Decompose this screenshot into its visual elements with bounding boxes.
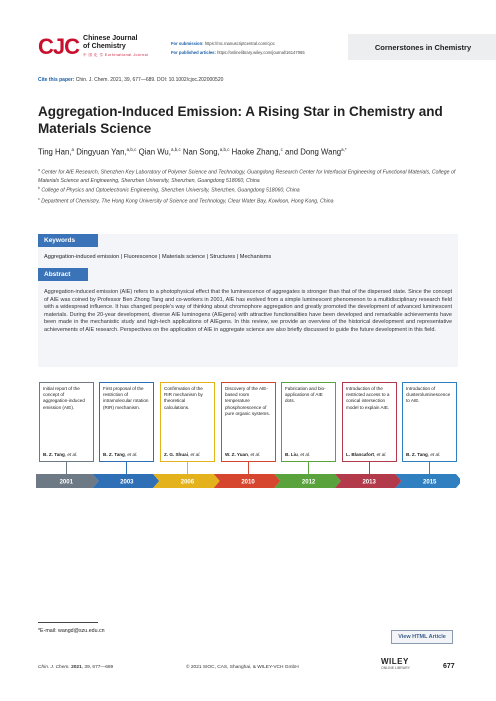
author-affiliation-mark: a,b,c [126, 147, 137, 152]
timeline-author-name: L. Blancafort [346, 452, 375, 457]
timeline-author-etal: , et al. [124, 452, 138, 457]
timeline-event-text: Fabrication and bio-applications of AIE dots. [285, 386, 326, 404]
timeline-connector [429, 462, 431, 474]
footer-copyright: © 2021 SIOC, CAS, Shanghai, & WILEY-VCH GmbH [186, 665, 299, 670]
timeline-event-author [285, 452, 310, 457]
timeline-year-label: 2001 [59, 479, 73, 486]
citation-text: Chin. J. Chem. 2021, 39, 677—689. DOI: 10.1002/cjoc.202000520 [75, 77, 224, 83]
submission-link[interactable]: https://mc.manuscriptcentral.com/cjoc [204, 41, 275, 46]
timeline-card-2010 [221, 382, 276, 462]
affiliation-item [38, 167, 458, 185]
affiliation-text: Center for AIE Research, Shenzhen Key Laboratory of Polymer Science and Technology, Guangdong Research Center for Interfacial Engineering of Functional Materials, College of Materials Science and Engineering, Shenzhen University, Shenzhen, Guangdong 518060, China [38, 169, 456, 184]
timeline-event-text: First proposal of the restriction of intramolecular rotation (RIR) mechanism. [103, 386, 149, 410]
author-affiliation-mark: a,b,c [170, 147, 181, 152]
timeline-event-author [164, 452, 201, 457]
published-label: For published articles: [171, 50, 216, 55]
author-name: Dingyuan Yan, [74, 147, 127, 157]
timeline-author-name: B. Z. Tang [103, 452, 125, 457]
author-affiliation-mark: a [71, 147, 75, 152]
logo-line-3: 中 国 化 学 Eurhinational Journal [83, 53, 149, 57]
timeline-connector [66, 462, 68, 474]
timeline-connector [308, 462, 310, 474]
timeline-author-etal: , et al. [297, 452, 311, 457]
timeline-year-label: 2012 [301, 479, 316, 486]
article-title: Aggregation-Induced Emission: A Rising Star in Chemistry and Materials Science [38, 104, 443, 136]
timeline-event-text: Discovery of the AIE-based room temperature phosphorescence of pure organic systems. [225, 386, 270, 416]
page-number: 677 [443, 663, 455, 670]
timeline-year-label: 2013 [362, 479, 376, 486]
author-list [38, 147, 347, 157]
corresponding-email: *E-mail: wangd@szu.edu.cn [38, 628, 105, 634]
aie-timeline [36, 382, 460, 494]
timeline-year-label: 2015 [423, 479, 437, 486]
wiley-wordmark: WILEY [381, 657, 409, 666]
author-affiliation-mark: c [280, 147, 283, 152]
affiliation-item [38, 196, 458, 207]
logo-text [83, 35, 148, 59]
timeline-event-author [103, 452, 137, 457]
series-banner [348, 34, 496, 60]
author-name: Ting Han, [38, 147, 72, 157]
series-title: Cornerstones in Chemistry [374, 42, 472, 52]
view-html-article-button[interactable] [391, 630, 453, 644]
author-affiliation-mark: a,b,c [219, 147, 230, 152]
timeline-card-2003 [99, 382, 154, 462]
footer-citation [38, 665, 113, 670]
affiliation-mark: a [38, 168, 40, 172]
published-link[interactable]: https://onlinelibrary.wiley.com/journal/16147065 [217, 50, 305, 55]
timeline-author-etal: , et al. [247, 452, 261, 457]
footer-journal: Chin. J. Chem. [38, 665, 70, 670]
timeline-card-2013 [342, 382, 397, 462]
author-affiliation-mark: a,* [341, 147, 347, 152]
timeline-author-etal: , et al. [374, 452, 387, 457]
logo-line-1: Chinese Journal [83, 35, 138, 42]
timeline-event-text: Introduction of the restricted access to a conical intersection model to explain AIE. [346, 386, 390, 410]
author-name: Haoke Zhang, [229, 147, 281, 157]
abstract-heading: Abstract [38, 268, 88, 281]
timeline-event-author [346, 452, 387, 457]
wiley-subtitle: ONLINE LIBRARY [381, 666, 410, 670]
timeline-card-2012 [281, 382, 336, 462]
affiliation-text: College of Physics and Optoelectronic Engineering, Shenzhen University, Shenzhen, Guangdong 518060, China [39, 188, 300, 195]
timeline-card-2015 [402, 382, 457, 462]
logo-abbreviation: CJC [38, 34, 80, 59]
timeline-event-text: Introduction of clusteroluminescence to AIE. [406, 386, 451, 404]
timeline-year-label: 2003 [120, 479, 134, 486]
timeline-year-label: 2006 [180, 479, 195, 486]
citation [38, 77, 223, 83]
abstract-text: Aggregation-induced emission (AIE) refers to a photophysical effect that the luminescence of aggregates is stronger than that of the dispersed state. Since the concept of AIE was coined by Professor Ben Zhong Tang and co-workers in 2001, AIE has evolved from a simple luminescent phenomenon to a multidisciplinary research field with a widespread influence. It has changed people’s way of thinking about chromophore aggregation and greatly promoted the development of advanced luminescent materials. During the 20-year development, diverse AIE luminogens (AIEgens) with attractive functionalities have been developed and remarkable achievements have been made in the mechanistic study and high-tech applications of AIEgens. In this review, we provide an overview of the historical development and representative achievements of AIE research. Perspectives on the application of AIE in aggregate science are also briefly discussed to guide the future development in this field. [44, 289, 452, 333]
timeline-author-name: Z. G. Shuai [164, 452, 188, 457]
affiliation-text: Department of Chemistry, The Hong Kong University of Science and Technology, Clear Water Bay, Kowloon, Hong Kong, China [39, 198, 334, 205]
timeline-card-2001 [39, 382, 94, 462]
affiliations [38, 167, 458, 206]
timeline-author-etal: , et al. [427, 452, 441, 457]
footnote-divider [38, 622, 98, 623]
journal-logo [38, 34, 148, 60]
author-name: and Dong Wang [282, 147, 342, 157]
keywords-heading: Keywords [38, 234, 98, 247]
journal-header [38, 34, 472, 60]
timeline-author-name: B. Z. Tang [406, 452, 428, 457]
timeline-author-etal: , et al. [64, 452, 78, 457]
timeline-event-text: Confirmation of the RIR mechanism by theoretical calculations. [164, 386, 203, 410]
timeline-connector [187, 462, 189, 474]
timeline-event-author [225, 452, 260, 457]
timeline-connector [369, 462, 371, 474]
affiliation-mark: b [38, 186, 40, 191]
timeline-author-name: B. Z. Tang [43, 452, 65, 457]
timeline-connector [248, 462, 250, 474]
logo-line-2: of Chemistry [83, 43, 126, 50]
submission-label: For submission: [171, 41, 204, 46]
citation-label: Cite this paper: [38, 77, 75, 83]
timeline-card-2006 [160, 382, 215, 462]
timeline-year-label: 2010 [241, 479, 255, 486]
view-html-article-label: View HTML Article [398, 634, 446, 640]
timeline-event-author [43, 452, 77, 457]
timeline-event-author [406, 452, 440, 457]
footer-pages: , 39, 677—689 [81, 665, 114, 670]
keywords-list: Aggregation-induced emission | Fluorescence | Materials science | Structures | Mechanisms [44, 254, 272, 260]
timeline-bar [36, 474, 460, 488]
submission-links [171, 39, 305, 57]
affiliation-mark: c [38, 196, 40, 201]
timeline-author-name: B. Liu [285, 452, 298, 457]
author-name: Nan Song, [180, 147, 220, 157]
timeline-connector [126, 462, 128, 474]
author-name: Qian Wu, [136, 147, 171, 157]
timeline-event-text: Initial report of the concept of aggregation-induced emission (AIE). [43, 386, 85, 410]
footer-year: 2021 [71, 665, 82, 670]
timeline-author-etal: , et al. [188, 452, 201, 457]
wiley-logo [381, 657, 421, 673]
timeline-author-name: W. Z. Yuan [225, 452, 248, 457]
affiliation-item [38, 185, 458, 196]
